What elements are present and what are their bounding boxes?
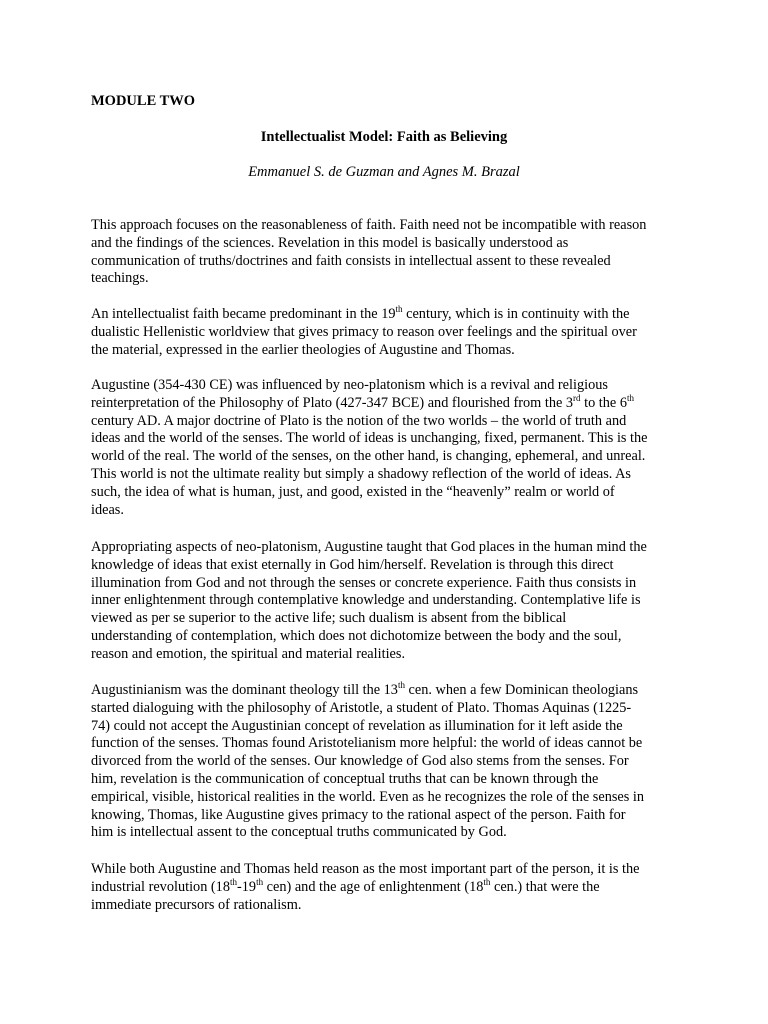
paragraph-line [91,700,686,718]
text-run: teachings. [91,270,149,287]
text-run: dualistic Hellenistic worldview that gives primacy to reason over feelings and the spiritual over [91,323,637,340]
text-run: ideas. [91,501,124,518]
text-run: Augustinianism was the dominant theology till the 13 [91,682,398,698]
paragraph-line [91,789,686,807]
paragraph-line [91,557,686,575]
text-run: him is intellectual assent to the conceptual truths communicated by God. [91,824,507,841]
text-run: viewed as per se superior to the active life; such dualism is absent from the biblical [91,610,567,627]
ordinal-superscript: th [395,304,403,315]
paragraph-line [91,807,686,825]
text-run: -19 [237,878,257,895]
paragraph-line [91,324,686,342]
text-run: knowledge of ideas that exist eternally in God him/herself. Revelation is through this direct [91,556,614,573]
text-run: and the findings of the sciences. Revelation in this model is basically understood as [91,234,569,251]
text-run: inner enlightenment through contemplative knowledge and understanding. Contemplative life is [91,592,641,609]
paragraph-line [91,861,686,879]
text-run: immediate precursors of rationalism. [91,896,302,913]
text-run: ideas and the world of the senses. The world of ideas is unchanging, fixed, permanent. This is the [91,430,648,447]
paragraph-line [91,539,686,557]
paragraph-line [91,771,686,789]
paragraph-line [91,466,686,484]
text-run: industrial revolution (18 [91,878,230,895]
document-authors: Emmanuel S. de Guzman and Agnes M. Brazal [248,164,520,180]
paragraph [91,861,686,914]
ordinal-superscript: rd [573,393,581,404]
text-run: 74) could not accept the Augustinian concept of revelation as illumination for it left aside the [91,717,623,734]
paragraph-line [91,682,686,700]
paragraph-line [91,306,686,324]
document-title: Intellectualist Model: Faith as Believing [260,129,508,145]
text-run: the material, expressed in the earlier theologies of Augustine and Thomas. [91,341,515,358]
ordinal-superscript: th [483,877,491,888]
paragraph-line [91,217,686,235]
paragraph-line [91,413,686,431]
paragraph-line [91,342,686,360]
paragraph-line [91,646,686,664]
text-run: This approach focuses on the reasonableness of faith. Faith need not be incompatible with reason [91,217,647,233]
paragraph-line [91,753,686,771]
paragraph [91,377,686,519]
text-run: century AD. A major doctrine of Plato is the notion of the two worlds – the world of truth and [91,412,627,429]
paragraph-line [91,628,686,646]
text-run: reason and emotion, the spiritual and material realities. [91,645,406,662]
paragraph-line [91,502,686,520]
paragraph-line [91,897,686,915]
text-run: started dialoguing with the philosophy of Aristotle, a student of Plato. Thomas Aquinas (1225- [91,699,632,716]
text-run: Appropriating aspects of neo-platonism, Augustine taught that God places in the human mind the [91,539,647,555]
ordinal-superscript: th [256,877,264,888]
paragraph-line [91,253,686,271]
text-run: century, which is in continuity with the [402,306,630,322]
paragraph-line [91,484,686,502]
text-run: cen) and the age of enlightenment (18 [263,878,484,895]
text-run: illumination from God and not through the senses or concrete experience. Faith thus consists in [91,574,637,591]
paragraph-line [91,718,686,736]
paragraph-line [91,592,686,610]
paragraph-line [91,735,686,753]
paragraph-line [91,824,686,842]
text-run: empirical, visible, historical realities in the world. Even as he recognizes the role of the senses in [91,788,645,805]
paragraph-line [91,575,686,593]
paragraph [91,539,686,664]
text-run: This world is not the ultimate reality but simply a shadowy reflection of the world of ideas. As [91,465,632,482]
paragraph-line [91,270,686,288]
text-run: cen. when a few Dominican theologians [404,682,639,698]
text-run: him, revelation is the communication of conceptual truths that can be known through the [91,770,599,787]
text-run: Augustine (354-430 CE) was influenced by neo-platonism which is a revival and religious [91,377,608,393]
paragraph [91,682,686,842]
text-run: such, the idea of what is human, just, and good, existed in the “heavenly” realm or world of [91,483,615,500]
text-run: While both Augustine and Thomas held reason as the most important part of the person, it is the [91,861,640,877]
paragraph-line [91,879,686,897]
text-run: communication of truths/doctrines and faith consists in intellectual assent to these revealed [91,252,611,269]
ordinal-superscript: th [397,680,405,691]
paragraph [91,217,686,288]
paragraph-line [91,430,686,448]
paragraph-line [91,395,686,413]
text-run: to the 6 [580,394,627,411]
text-run: An intellectualist faith became predominant in the 19 [91,306,396,322]
text-run: world of the real. The world of the senses, on the other hand, is changing, ephemeral, and unreal. [91,448,646,465]
paragraph-line [91,448,686,466]
text-run: understanding of contemplation, which does not dichotomize between the body and the soul, [91,627,622,644]
paragraph-line [91,235,686,253]
module-heading: MODULE TWO [91,93,196,109]
ordinal-superscript: th [229,877,237,888]
text-run: divorced from the world of the senses. Our knowledge of God also stems from the senses. For [91,753,629,770]
text-run: knowing, Thomas, like Augustine gives primacy to the rational aspect of the person. Faith for [91,806,626,823]
paragraph [91,306,686,359]
text-run: function of the senses. Thomas found Aristotelianism more helpful: the world of ideas cannot be [91,735,643,752]
text-run: cen.) that were the [490,878,600,895]
paragraph-line [91,377,686,395]
ordinal-superscript: th [627,393,635,404]
text-run: reinterpretation of the Philosophy of Plato (427-347 BCE) and flourished from the 3 [91,394,574,411]
paragraph-line [91,610,686,628]
